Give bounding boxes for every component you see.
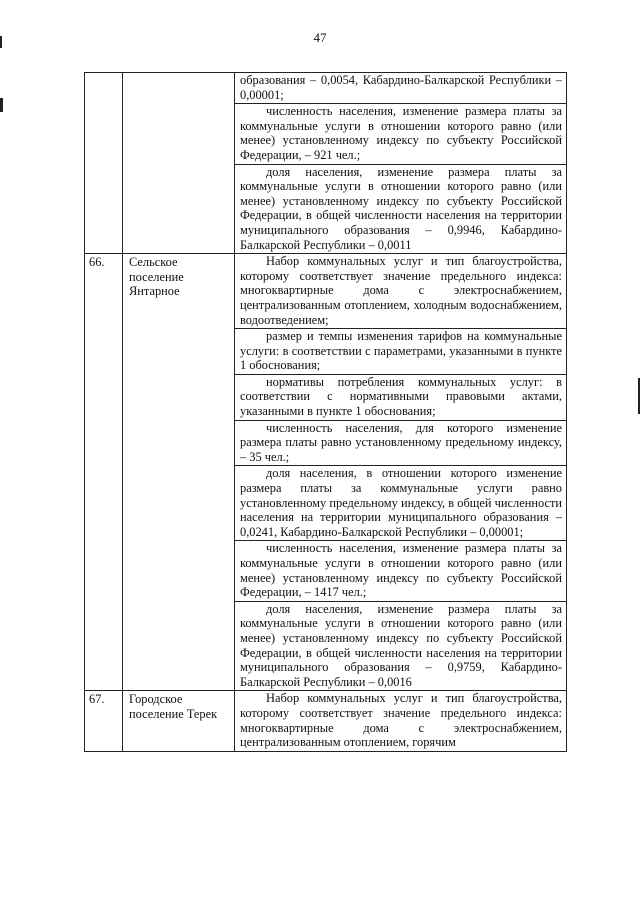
description-cell (235, 254, 567, 691)
table-row (85, 73, 567, 254)
settlement-name: Городское поселение Терек (123, 691, 235, 751)
table-row (85, 691, 567, 751)
description-cell (235, 691, 567, 751)
description-paragraph: образования – 0,0054, Кабардино-Балкарской Республики – 0,00001; (235, 73, 566, 104)
left-edge-mark (0, 36, 2, 48)
description-paragraph: численность населения, изменение размера платы за коммунальные услуги в отношении которого равно (или менее) установленному индексу по субъекту Российской Федерации, – 921 чел.; (235, 104, 566, 164)
description-paragraph: нормативы потребления коммунальных услуг: в соответствии с нормативными правовыми актами, указанными в пункте 1 обоснования; (235, 375, 566, 421)
table-row (85, 254, 567, 691)
row-number (85, 73, 123, 254)
settlement-name (123, 73, 235, 254)
description-paragraph: размер и темпы изменения тарифов на коммунальные услуги: в соответствии с параметрами, указанными в пункте 1 обоснования; (235, 329, 566, 375)
page-number: 47 (313, 30, 327, 45)
description-cell (235, 73, 567, 254)
left-edge-mark (0, 98, 3, 112)
settlement-name: Сельское поселение Янтарное (123, 254, 235, 691)
description-paragraph: численность населения, для которого изменение размера платы равно установленному предельному индексу, – 35 чел.; (235, 421, 566, 467)
description-paragraph: доля населения, изменение размера платы за коммунальные услуги в отношении которого равно (или менее) установленному индексу по субъекту Российской Федерации, в общей численности населения на территории муниципального образования – 0,9759, Кабардино-Балкарской Республики – 0,0016 (240, 601, 562, 689)
description-paragraph: доля населения, изменение размера платы за коммунальные услуги в отношении которого равно (или менее) установленному индексу по субъекту Российской Федерации, в общей численности населения на территории муниципального образования – 0,9946, Кабардино-Балкарской Республики – 0,0011 (240, 164, 562, 252)
row-number: 67. (85, 691, 123, 751)
description-paragraph: доля населения, в отношении которого изменение размера платы за коммунальные услуги равно установленному предельному индексу, в общей численности населения на территории муниципального образования – 0,0241, Кабардино-Балкарской Республики – 0,00001; (235, 466, 566, 541)
row-number: 66. (85, 254, 123, 691)
description-paragraph: численность населения, изменение размера платы за коммунальные услуги в отношении которого равно (или менее) установленному индексу по субъекту Российской Федерации, – 1417 чел.; (235, 541, 566, 601)
description-paragraph: Набор коммунальных услуг и тип благоустройства, которому соответствует значение предельного индекса: многоквартирные дома с электроснабжением, централизованным отоплением, горячим (240, 691, 562, 750)
description-paragraph: Набор коммунальных услуг и тип благоустройства, которому соответствует значение предельного индекса: многоквартирные дома с электроснабжением, централизованным отоплением, холодным водоснабжением, водоотведением; (235, 254, 566, 329)
document-table (84, 72, 567, 752)
